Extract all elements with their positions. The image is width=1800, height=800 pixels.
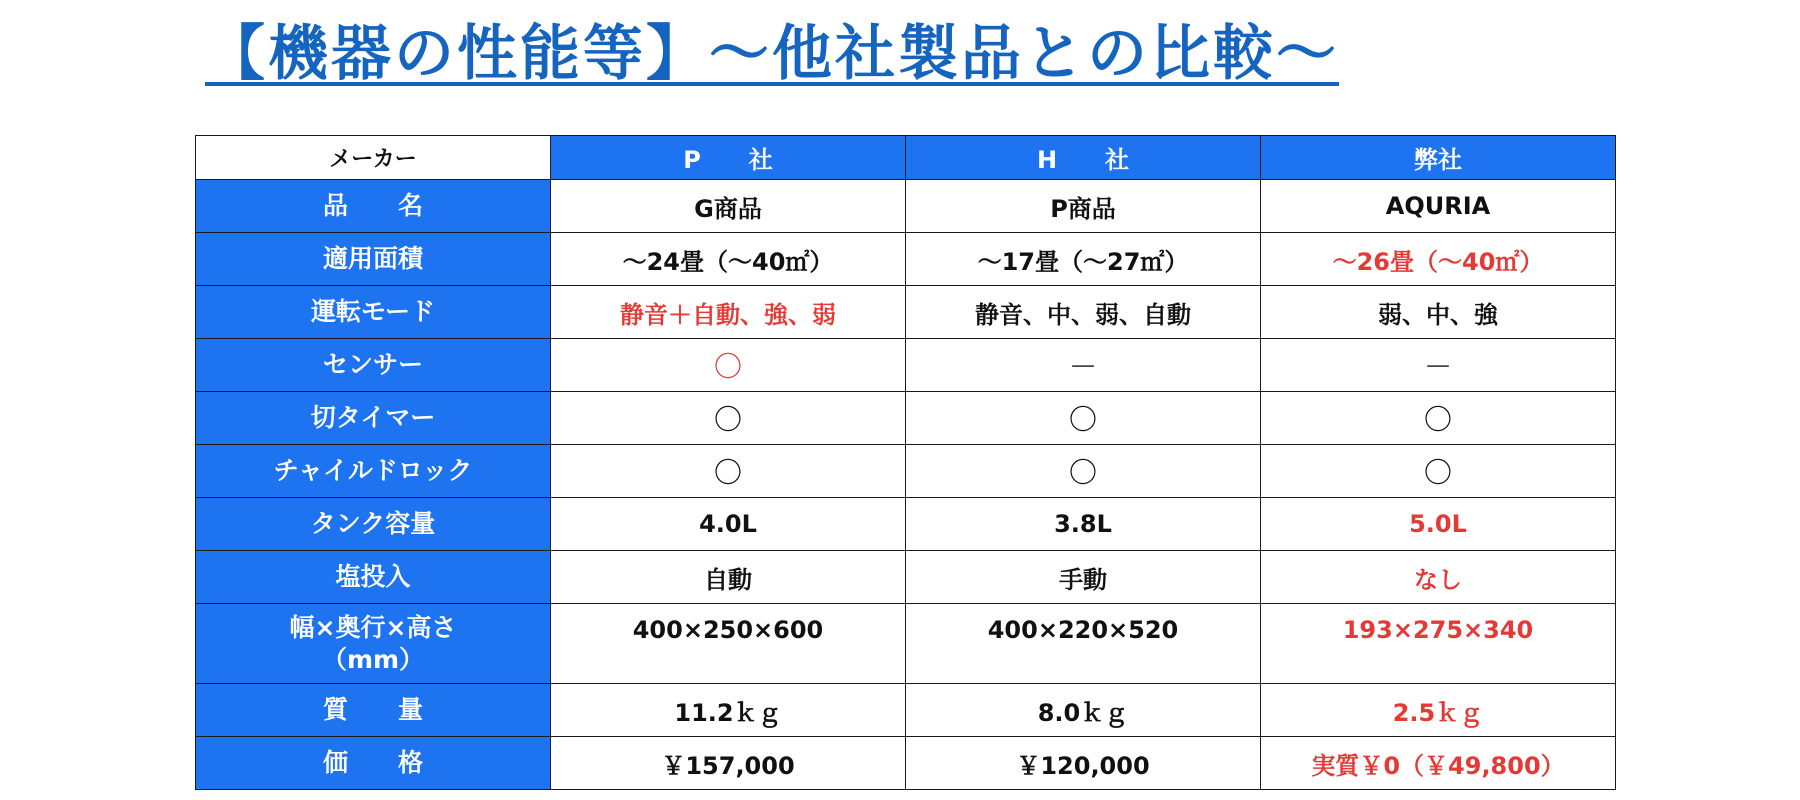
cell-value <box>906 392 1261 445</box>
cell-value <box>906 233 1261 286</box>
cell-text: 〜26畳（〜40㎡） <box>1332 247 1544 276</box>
page-title: 【機器の性能等】〜他社製品との比較〜 <box>205 19 1339 89</box>
cell-value <box>551 286 906 339</box>
cell-value <box>1261 604 1616 684</box>
table-row-tank-capacity <box>196 498 1616 551</box>
header-company-h: H 社 <box>906 136 1261 180</box>
row-label: 品 名 <box>196 180 551 233</box>
cell-text: 400×250×600 <box>632 616 824 644</box>
header-maker-label: メーカー <box>196 136 551 180</box>
cell-text: 手動 <box>1059 565 1107 594</box>
table-row-sensor <box>196 339 1616 392</box>
cell-text: なし <box>1414 565 1462 594</box>
cell-value <box>906 737 1261 790</box>
cell-value <box>551 445 906 498</box>
cell-text: AQURIA <box>1385 192 1491 220</box>
cell-value <box>1261 684 1616 737</box>
cell-value <box>551 498 906 551</box>
cell-value <box>906 498 1261 551</box>
cell-value <box>551 339 906 392</box>
table-row-price <box>196 737 1616 790</box>
circle-mark-icon: 〇 <box>1068 403 1097 436</box>
cell-text: G商品 <box>694 194 762 223</box>
cell-value <box>906 604 1261 684</box>
cell-value <box>1261 286 1616 339</box>
cell-value <box>906 551 1261 604</box>
cell-text: 400×220×520 <box>987 616 1179 644</box>
row-label: 質 量 <box>196 684 551 737</box>
cell-value <box>551 737 906 790</box>
cell-text: 弱、中、強 <box>1378 300 1498 329</box>
row-label: 塩投入 <box>196 551 551 604</box>
cell-value <box>551 233 906 286</box>
cell-text: 4.0L <box>699 510 757 538</box>
cell-value <box>906 180 1261 233</box>
cell-value <box>1261 180 1616 233</box>
dash-mark: — <box>1071 351 1095 379</box>
row-label: チャイルドロック <box>196 445 551 498</box>
table-row-weight <box>196 684 1616 737</box>
cell-text: 8.0ｋｇ <box>1037 698 1129 727</box>
cell-value <box>1261 233 1616 286</box>
cell-value <box>551 392 906 445</box>
row-label: 価 格 <box>196 737 551 790</box>
header-company-p: P 社 <box>551 136 906 180</box>
row-label: 切タイマー <box>196 392 551 445</box>
row-label: 適用面積 <box>196 233 551 286</box>
cell-text: 2.5ｋｇ <box>1392 698 1484 727</box>
table-row-off-timer <box>196 392 1616 445</box>
cell-value <box>906 286 1261 339</box>
table-row-product-name <box>196 180 1616 233</box>
table-row-salt-input <box>196 551 1616 604</box>
header-company-own: 弊社 <box>1261 136 1616 180</box>
cell-value <box>1261 392 1616 445</box>
cell-text: 静音＋自動、強、弱 <box>620 300 836 329</box>
circle-mark-icon: 〇 <box>1068 456 1097 489</box>
row-label: センサー <box>196 339 551 392</box>
cell-value <box>1261 445 1616 498</box>
cell-text: ￥157,000 <box>661 751 795 780</box>
table-row-child-lock <box>196 445 1616 498</box>
table-body <box>196 180 1616 790</box>
cell-text: 〜17畳（〜27㎡） <box>977 247 1189 276</box>
cell-text: 3.8L <box>1054 510 1112 538</box>
cell-value <box>1261 737 1616 790</box>
cell-value <box>906 445 1261 498</box>
row-label: 運転モード <box>196 286 551 339</box>
cell-value <box>906 339 1261 392</box>
cell-value <box>551 180 906 233</box>
table-row-operation-mode <box>196 286 1616 339</box>
dash-mark: — <box>1426 351 1450 379</box>
cell-text: P商品 <box>1050 194 1116 223</box>
cell-text: 実質￥0（￥49,800） <box>1311 751 1565 780</box>
cell-value <box>1261 498 1616 551</box>
header-row <box>196 136 1616 180</box>
circle-mark-icon: 〇 <box>1423 403 1452 436</box>
circle-mark-icon: 〇 <box>713 456 742 489</box>
table-row-coverage-area <box>196 233 1616 286</box>
cell-text: 193×275×340 <box>1342 616 1534 644</box>
circle-mark-icon: 〇 <box>713 350 742 383</box>
cell-text: 静音、中、弱、自動 <box>975 300 1191 329</box>
cell-value <box>1261 339 1616 392</box>
cell-value <box>1261 551 1616 604</box>
cell-text: 自動 <box>704 565 752 594</box>
comparison-table <box>195 135 1616 790</box>
circle-mark-icon: 〇 <box>1423 456 1452 489</box>
table-row-dimensions <box>196 604 1616 684</box>
circle-mark-icon: 〇 <box>713 403 742 436</box>
cell-text: 〜24畳（〜40㎡） <box>622 247 834 276</box>
cell-text: 11.2ｋｇ <box>674 698 782 727</box>
cell-value <box>551 684 906 737</box>
cell-text: 5.0L <box>1409 510 1467 538</box>
row-label: 幅×奥行×高さ （mm） <box>196 604 551 684</box>
cell-value <box>906 684 1261 737</box>
cell-value <box>551 604 906 684</box>
row-label: タンク容量 <box>196 498 551 551</box>
cell-value <box>551 551 906 604</box>
cell-text: ￥120,000 <box>1016 751 1150 780</box>
